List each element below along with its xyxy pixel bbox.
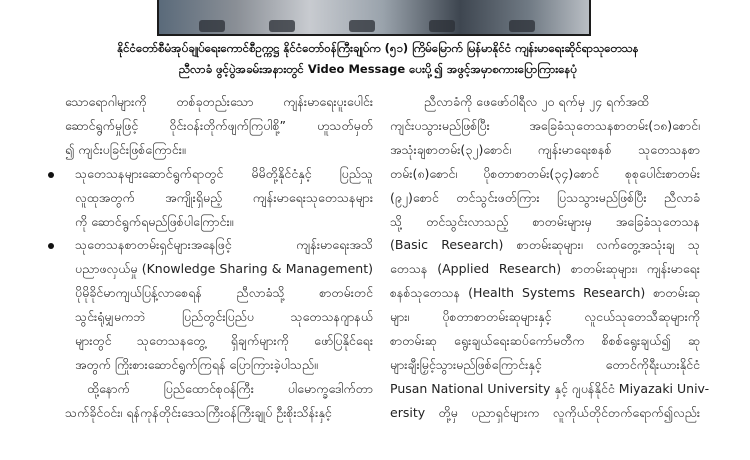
right-column [390,90,710,425]
body-line: များတွင် သုတေသနတွေ့ ရှိချက်များကို ဖော်ပြနိုင်ရေး [75,333,373,349]
body-line: ကျင်းပသွားမည်ဖြစ်ပြီး အခြေခံသုတေသနစာတမ်း(၁၈)စောင်၊ [390,117,700,133]
body-line: ညီလာခံကို ဖေဖော်ဝါရီလ ၂၀ ရက်မှ ၂၄ ရက်အထိ [424,94,650,109]
body-line: လူထုအတွက် အကျိုးရှိမည့် ကျန်းမာရေးသုတေသနများ [75,189,373,205]
body-line: (Basic Research) စာတမ်းဆုများ၊ လက်တွေ့အသုံးချ သု [390,237,700,253]
bullet-paragraph-2 [65,233,373,376]
body-line: အတွက် ကြိုးစားဆောင်ရွက်ကြရန် ပြောကြားခဲ့ပါသည်။ [75,356,318,372]
body-line: သုတေသနများဆောင်ရွက်ရာတွင် မိမိတို့နိုင်ငံနှင့် ပြည်သူ [75,165,373,181]
body-line: တမ်း(၈)စောင်၊ ပိုစတာစာတမ်း(၃၄)စောင် စုစုပေါင်းစာတမ်း [390,165,700,181]
left-column [65,90,373,425]
body-line: ၍ ကျင်းပခြင်းဖြစ်ကြောင်း။ [65,141,186,157]
body-line: ကို ဆောင်ရွက်ရမည်ဖြစ်ပါကြောင်း။ [75,213,234,229]
body-line: သောရောဂါများကို တစ်ခုတည်းသော ကျန်းမာရေးပူးပေါင်း [65,94,373,109]
body-line: ဆောင်ရွက်မှုဖြင့် ဝိုင်းဝန်းတိုက်ဖျက်ကြပါစို့” ဟူသတ်မှတ် [65,117,373,133]
body-line: သုတေသနစာတမ်းရှင်များအနေဖြင့် ကျန်းမာရေးအသိ [75,237,373,253]
photo-caption-line-2: ညီလာခံ ဖွင့်ပွဲအခမ်းအနားတွင် Video Message ပေးပို့၍ အဖွင့်အမှာစကားပြောကြားနေပုံ [179,62,577,76]
event-photo [157,0,591,36]
body-line: သွင်းရုံမျှမကဘဲ ပြည်တွင်းပြည်ပ သုတေသနဂျာနယ် [75,309,373,325]
body-line: တေသန (Applied Research) စာတမ်းဆုများ၊ ကျန်းမာရေး [390,261,700,277]
body-line: ပညာဖလှယ်မှု (Knowledge Sharing & Management) [75,261,373,277]
bullet-icon [48,172,54,178]
body-line: များချီးမြှင့်သွားမည်ဖြစ်ကြောင်းနှင့် တောင်ကိုရီးယားနိုင်ငံ [390,356,700,372]
body-line: Pusan National University နှင့် ဂျပန်နိုင်ငံ Miyazaki Univ- [390,380,710,396]
body-line: များ၊ ပိုစတာစာတမ်းဆုများနှင့် လူငယ်သုတေသီဆုများကို [390,309,700,325]
body-line: အသုံးချစာတမ်း(၃၂)စောင်၊ ကျန်းမာရေးစနစ် သုတေသနစာ [390,141,700,157]
body-line: (၉၂)စောင် တင်သွင်းဖတ်ကြား ပြသသွားမည်ဖြစ်ပြီး ညီလာခံ [390,189,700,205]
photo-caption-line-1: နိုင်ငံတော်စီမံအုပ်ချုပ်ရေးကောင်စီဥက္ကဋ္ဌ နိုင်ငံတော်ဝန်ကြီးချုပ်က (၅၁) ကြိမ်မြောက် မြန်မာနိုင်ငံ ကျန်းမာရေးဆိုင်ရာသုတေသန [117,41,639,55]
body-line: သို့ တင်သွင်းလာသည့် စာတမ်းများမှ အခြေခံသုတေသန [390,213,700,229]
bullet-icon [48,243,54,249]
body-line: စနစ်သုတေသန (Health Systems Research) စာတမ်းဆု [390,285,700,301]
body-line: ပိုမိုခိုင်မာကျယ်ပြန့်လာစေရန် ညီလာခံသို့ စာတမ်းတင် [75,285,373,301]
body-line: ထို့နောက် ပြည်ထောင်စုဝန်ကြီး ပါမောက္ခဒေါက်တာ [87,380,373,396]
bullet-paragraph-1 [65,162,373,234]
body-line: ersity တို့မှ ပညာရှင်များက လူကိုယ်တိုင်တက်ရောက်၍လည်း [390,404,700,420]
body-line: သက်ခိုင်ဝင်း၊ ရန်ကုန်တိုင်းဒေသကြီးဝန်ကြီးချုပ် ဦးစိုးသိန်းနှင့် [65,404,332,420]
body-line: စာတမ်းဆု ရွေးချယ်ရေးဆပ်ကော်မတီက စိစစ်ရွေးချယ်၍ ဆု [390,333,700,349]
